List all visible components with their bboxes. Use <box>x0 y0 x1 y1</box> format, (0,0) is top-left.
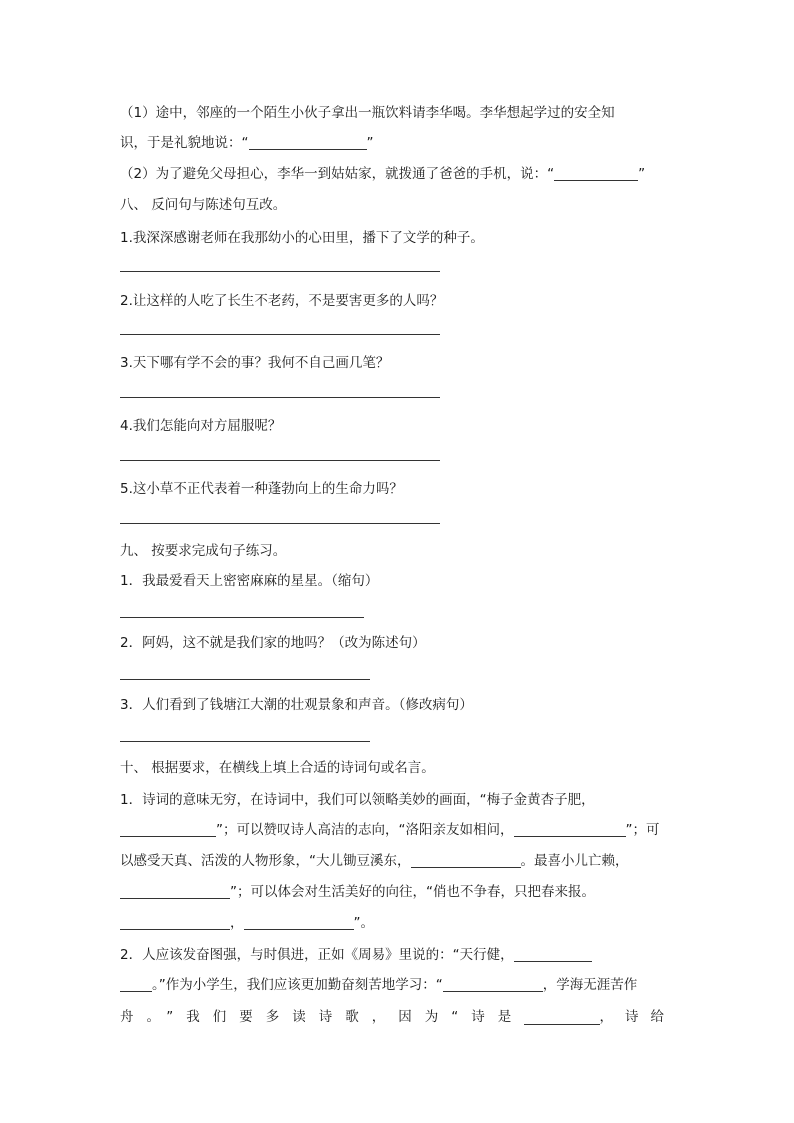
s10-blank-8[interactable] <box>443 977 543 992</box>
s10-p2-line3-text-b: ，诗给 <box>599 1009 676 1025</box>
s8-item-4: 4.我们怎能向对方屈服呢？ <box>120 418 282 434</box>
s10-blank-2[interactable] <box>514 822 626 837</box>
q7-1-suffix: ” <box>366 135 374 151</box>
s8-answer-line-1[interactable] <box>120 271 440 272</box>
q7-2-suffix: ” <box>638 166 646 182</box>
s9-item-2: 2．阿妈，这不就是我们家的地吗？（改为陈述句） <box>120 635 426 651</box>
s10-p2-line2 <box>120 975 637 995</box>
q7-2-prefix: （2）为了避免父母担心，李华一到姑姑家，就拨通了爸爸的手机，说：“ <box>120 166 555 182</box>
s8-item-5: 5.这小草不正代表着一种蓬勃向上的生命力吗？ <box>120 481 403 497</box>
s10-blank-5[interactable] <box>120 915 230 930</box>
s10-p1-line2-text-a: ”；可以赞叹诗人高洁的志向，“洛阳亲友如相问， <box>216 822 514 838</box>
s10-blank-1[interactable] <box>120 822 216 837</box>
s10-p1-line4-text: ”；可以体会对生活美好的向往，“俏也不争春，只把春来报。 <box>230 884 595 900</box>
section8-heading: 八、 反问句与陈述句互改。 <box>120 197 287 213</box>
s10-blank-7-cont[interactable] <box>120 977 152 992</box>
s8-answer-line-3[interactable] <box>120 397 440 398</box>
s9-answer-line-1[interactable] <box>120 617 364 618</box>
s8-answer-line-4[interactable] <box>120 460 440 461</box>
s8-answer-line-2[interactable] <box>120 334 440 335</box>
s10-p1-line1: 1．诗词的意味无穷，在诗词中，我们可以领略美妙的画面，“梅子金黄杏子肥， <box>120 792 595 808</box>
s10-p2-line3-text-a: 舟。”我们要多读诗歌，因为“诗是 <box>120 1009 525 1025</box>
s10-p2-line2-text-a: 。”作为小学生，我们应该更加勤奋刻苦地学习：“ <box>152 977 443 993</box>
s10-p1-line3-text-b: 。最喜小儿亡赖， <box>520 853 629 869</box>
s10-p1-line2 <box>120 820 660 840</box>
q7-1-blank[interactable] <box>249 135 367 150</box>
s8-item-2: 2.让这样的人吃了长生不老药，不是要害更多的人吗？ <box>120 293 444 309</box>
s10-p2-line2-text-b: ，学海无涯苦作 <box>542 977 638 993</box>
section10-heading: 十、 根据要求，在横线上填上合适的诗词句或名言。 <box>120 760 435 776</box>
q7-2-blank[interactable] <box>554 166 638 181</box>
s10-p1-line2-text-b: ”；可 <box>625 822 660 838</box>
s10-p1-line4 <box>120 882 595 902</box>
s10-p2-line1 <box>120 945 592 965</box>
s10-p1-line3-text-a: 以感受天真、活泼的人物形象，“大儿锄豆溪东， <box>120 853 411 869</box>
s9-answer-line-3[interactable] <box>120 741 370 742</box>
s8-answer-line-5[interactable] <box>120 523 440 524</box>
section9-heading: 九、 按要求完成句子练习。 <box>120 543 287 559</box>
q7-2-line <box>120 164 645 184</box>
s10-blank-9[interactable] <box>524 1010 599 1025</box>
s9-item-1: 1．我最爱看天上密密麻麻的星星。（缩句） <box>120 573 379 589</box>
q7-1-line1: （1）途中，邻座的一个陌生小伙子拿出一瓶饮料请李华喝。李华想起学过的安全知 <box>120 105 615 121</box>
q7-1-line2 <box>120 133 374 153</box>
s10-blank-7[interactable] <box>514 947 592 962</box>
s10-p1-line5-end: ”。 <box>353 915 374 931</box>
s8-item-3: 3.天下哪有学不会的事？我何不自己画几笔？ <box>120 355 390 371</box>
s9-answer-line-2[interactable] <box>120 679 370 680</box>
s10-p1-line5-comma: ， <box>230 915 244 931</box>
s10-blank-4[interactable] <box>120 884 230 899</box>
s10-p1-line5 <box>120 913 374 933</box>
s10-blank-6[interactable] <box>244 915 354 930</box>
s10-blank-3[interactable] <box>411 853 521 868</box>
s8-item-1: 1.我深深感谢老师在我那幼小的心田里，播下了文学的种子。 <box>120 230 484 246</box>
s10-p2-line3 <box>120 1007 676 1027</box>
q7-1-prefix: 识，于是礼貌地说：“ <box>120 135 249 151</box>
s10-p2-line1-text: 2．人应该发奋图强，与时俱进，正如《周易》里说的：“天行健， <box>120 947 514 963</box>
s9-item-3: 3．人们看到了钱塘江大潮的壮观景象和声音。（修改病句） <box>120 697 473 713</box>
s10-p1-line3 <box>120 851 629 871</box>
